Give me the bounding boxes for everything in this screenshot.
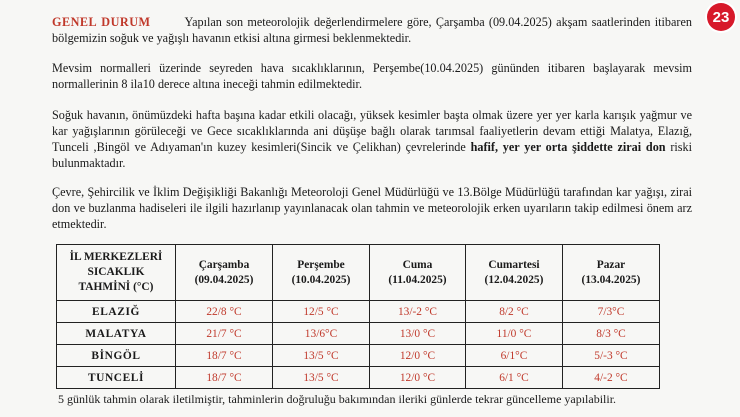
temperature-cell: 6/1°C [465, 345, 562, 367]
paragraph-frost-risk [52, 107, 692, 171]
day-header [562, 245, 659, 301]
day-date: (12.04.2025) [484, 273, 544, 286]
temperature-cell: 21/7 °C [176, 323, 273, 345]
temperature-forecast-table [56, 244, 660, 389]
temperature-cell: 22/8 °C [176, 301, 273, 323]
temperature-cell: 13/0 °C [370, 323, 466, 345]
city-cell: BİNGÖL [57, 345, 176, 367]
city-cell: TUNCELİ [57, 367, 176, 389]
temperature-cell: 12/5 °C [273, 301, 370, 323]
day-header [176, 245, 273, 301]
temperature-cell: 7/3°C [562, 301, 659, 323]
table-title-line-2: SICAKLIK [87, 266, 145, 278]
frost-warning-emphasis: hafif, yer yer orta şiddette zirai don [470, 140, 666, 154]
table-row [57, 323, 660, 345]
temperature-cell: 18/7 °C [176, 345, 273, 367]
temperature-cell: 12/0 °C [370, 345, 466, 367]
temperature-cell: 18/7 °C [176, 367, 273, 389]
day-name: Çarşamba [198, 258, 250, 271]
day-name: Cumartesi [488, 258, 540, 271]
table-row [57, 301, 660, 323]
temperature-cell: 8/3 °C [562, 323, 659, 345]
forecast-footnote: 5 günlük tahmin olarak iletilmiştir, tahminlerin doğruluğu bakımından ileriki günlerde tekrar güncelleme yapılabilir. [58, 392, 617, 406]
paragraph-3-end: riski bulunmaktadır. [52, 140, 693, 170]
temperature-cell: 13/-2 °C [370, 301, 466, 323]
day-header [273, 245, 370, 301]
temperature-cell: 13/5 °C [273, 345, 370, 367]
temperature-cell: 12/0 °C [370, 367, 466, 389]
temperature-cell: 13/6°C [273, 323, 370, 345]
table-title-cell [57, 245, 176, 301]
day-date: (13.04.2025) [581, 273, 641, 286]
temperature-cell: 13/5 °C [273, 367, 370, 389]
day-date: (11.04.2025) [388, 273, 447, 286]
table-title-line-1: İL MERKEZLERİ [69, 251, 163, 263]
paragraph-general-status [52, 14, 692, 46]
table-row [57, 367, 660, 389]
table-row [57, 345, 660, 367]
city-cell: MALATYA [57, 323, 176, 345]
day-header [370, 245, 466, 301]
paragraph-1-text: Yapılan son meteorolojik değerlendirmelere göre, Çarşamba (09.04.2025) akşam saatlerinden itibaren bölgemizin soğuk ve yağışlı havanın etkisi altına girmesi beklenmektedir. [52, 15, 692, 45]
temperature-cell: 5/-3 °C [562, 345, 659, 367]
section-heading: GENEL DURUM [52, 15, 151, 29]
temperature-cell: 11/0 °C [465, 323, 562, 345]
day-date: (09.04.2025) [194, 273, 254, 286]
paragraph-3-text: Soğuk havanın, önümüzdeki hafta başına kadar etkili olacağı, yüksek kesimler başta olmak üzere yer yer karla karışık yağmur ve kar yağışlarının görüleceği ve Gece sıcaklıklarında ani düşüşe bağlı olarak tarımsal faaliyetlerin devam ettiği Malatya, Elazığ, Tunceli ,Bingöl ve Adıyaman'ın kuzey kesimleri(Sincik ve Çelikhan) çevrelerinde [52, 108, 692, 154]
site-logo-badge[interactable]: 23 [707, 3, 735, 31]
day-name: Perşembe [297, 258, 345, 271]
day-date: (10.04.2025) [291, 273, 351, 286]
temperature-cell: 8/2 °C [465, 301, 562, 323]
table-header-row [57, 245, 660, 301]
day-header [465, 245, 562, 301]
city-cell: ELAZIĞ [57, 301, 176, 323]
paragraph-advisory: Çevre, Şehircilik ve İklim Değişikliği Bakanlığı Meteoroloji Genel Müdürlüğü ve 13.Bölge Müdürlüğü tarafından kar yağışı, zirai don ve buzlanma hadiseleri ile ilgili hazırlanıp yayınlanacak olan tahmin ve meteorolojik erken uyarıların takip edilmesi önem arz etmektedir. [52, 185, 692, 231]
temperature-cell: 4/-2 °C [562, 367, 659, 389]
table-title-line-3: TAHMİNİ (°C) [78, 281, 154, 293]
day-name: Pazar [596, 258, 626, 271]
paragraph-temperature-trend: Mevsim normalleri üzerinde seyreden hava sıcaklıklarının, Perşembe(10.04.2025) gününden itibaren başlayarak mevsim normallerinin 8 ila10 derece altına ineceği tahmin edilmektedir. [52, 61, 692, 91]
temperature-cell: 6/1 °C [465, 367, 562, 389]
day-name: Cuma [402, 258, 433, 271]
